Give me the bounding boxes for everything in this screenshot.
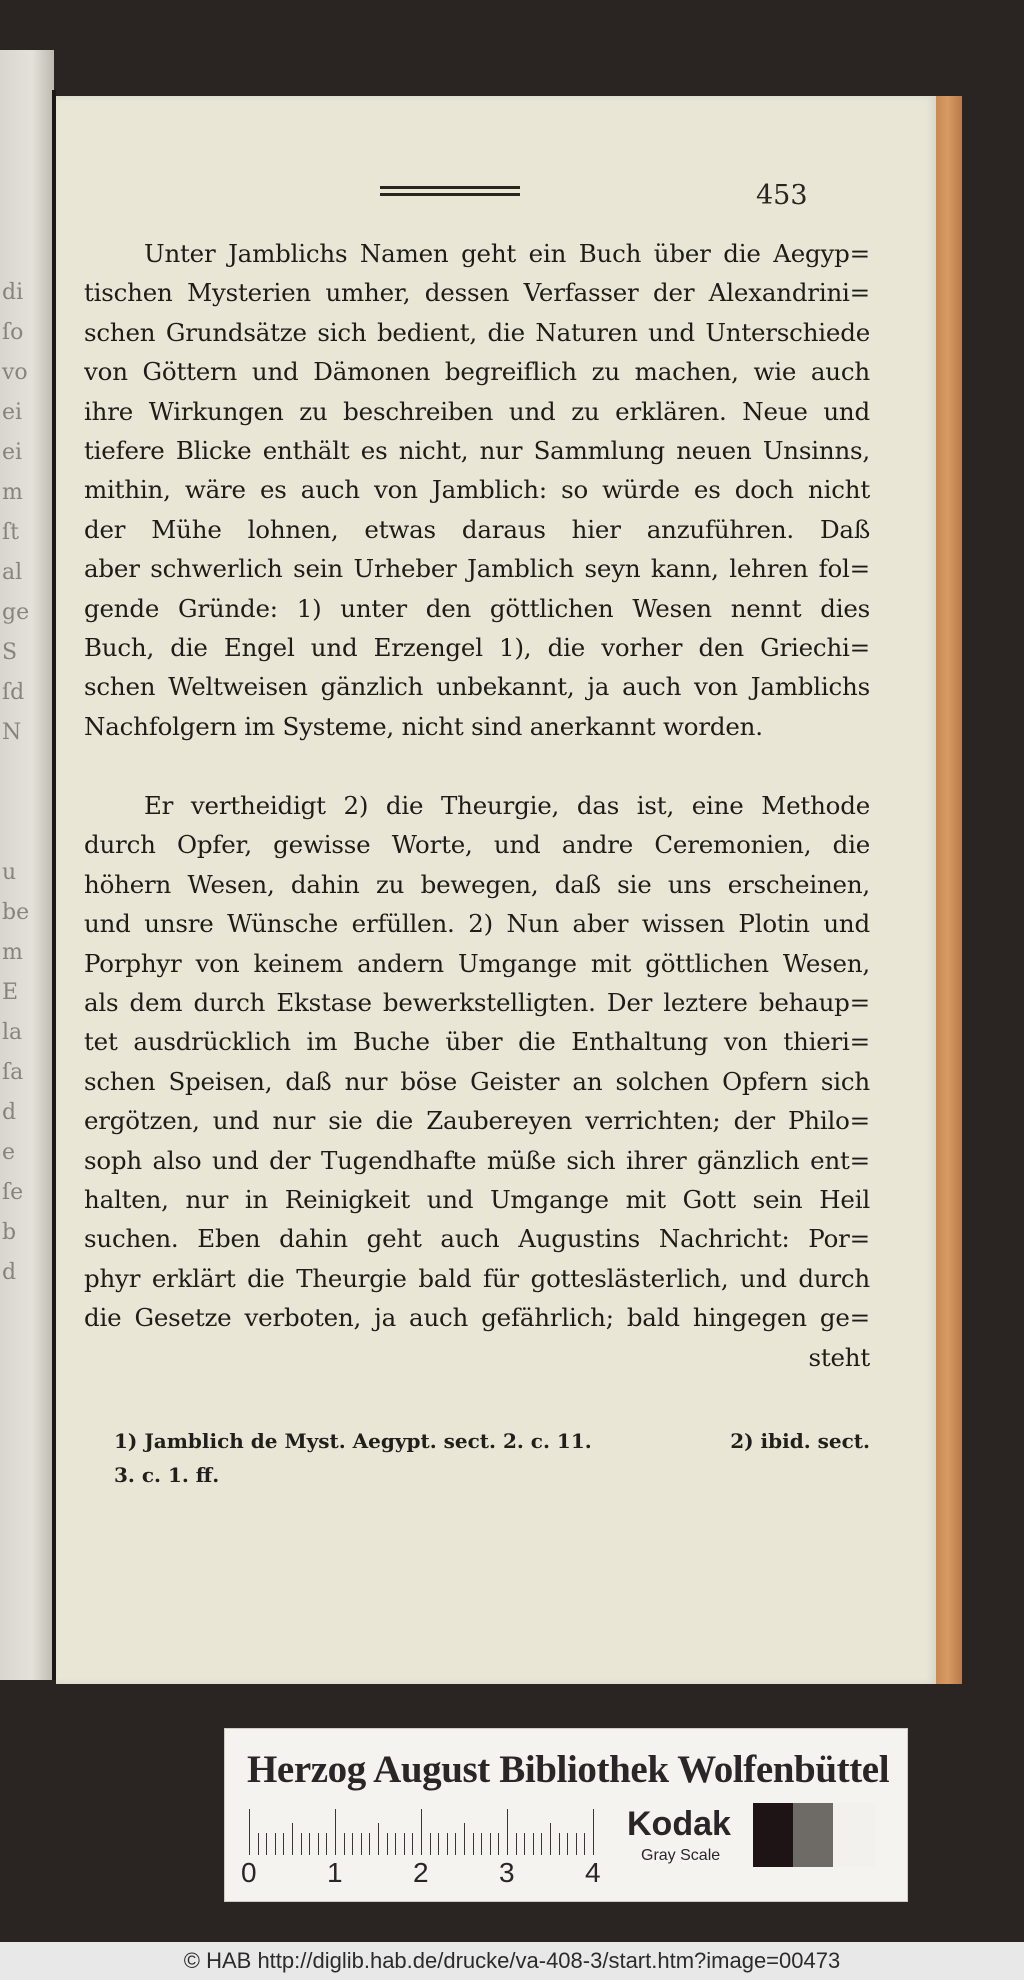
ruler-tick (567, 1833, 568, 1855)
adjacent-page-edge (0, 50, 54, 1680)
text-line: aber schwerlich sein Urheber Jamblich seyn kann, lehren fol= (84, 554, 870, 584)
adjacent-text-fragment: ſa (2, 1060, 24, 1085)
text-line: Unter Jamblichs Namen geht ein Buch über die Aegyp= (144, 239, 870, 268)
footnotes (114, 1424, 870, 1492)
library-name: Herzog August Bibliothek Wolfenbüttel (247, 1748, 890, 1791)
gray-scale-label: Gray Scale (641, 1847, 721, 1864)
ruler-tick (335, 1809, 336, 1855)
text-line: höhern Wesen, dahin zu bewegen, daß sie uns erscheinen, (84, 869, 870, 899)
text-line: schen Weltweisen gänzlich unbekannt, ja auch von Jamblichs (84, 672, 870, 702)
text-line: tet ausdrücklich im Buche über die Enthaltung von thieri= (84, 1027, 870, 1057)
adjacent-text-fragment: ſd (2, 680, 25, 705)
ruler-tick (421, 1809, 422, 1855)
text-line: und unsre Wünsche erfüllen. 2) Nun aber wissen Plotin und (84, 909, 870, 939)
gray-swatch-dark (753, 1803, 793, 1867)
ruler-tick (550, 1823, 551, 1855)
ruler-tick (275, 1833, 276, 1855)
adjacent-text-fragment: vo (2, 360, 28, 385)
ruler-tick (283, 1833, 284, 1855)
ruler-tick (516, 1833, 517, 1855)
text-line: die Gesetze verboten, ja auch gefährlich; bald hingegen ge= (84, 1303, 870, 1333)
adjacent-text-fragment: e (2, 1140, 16, 1165)
ruler-tick (430, 1833, 431, 1855)
ruler-tick (326, 1833, 327, 1855)
header-ornament-rule (380, 186, 520, 196)
adjacent-text-fragment: ſt (2, 520, 19, 545)
gray-swatch-light (833, 1803, 875, 1867)
footnote-1: 1) Jamblich de Myst. Aegypt. sect. 2. c. 11. (114, 1429, 592, 1453)
adjacent-text-fragment: ſo (2, 320, 24, 345)
text-line: ergötzen, und nur sie die Zaubereyen verrichten; der Philo= (84, 1106, 870, 1136)
footnote-2-start: 2) ibid. sect. (730, 1429, 870, 1453)
ruler-tick (378, 1823, 379, 1855)
ruler-tick (524, 1833, 525, 1855)
ruler-number: 0 (241, 1857, 257, 1888)
text-line: von Göttern und Dämonen begreiflich zu machen, wie auch (84, 357, 870, 387)
kodak-logo: Kodak (627, 1805, 731, 1843)
ruler-tick (395, 1833, 396, 1855)
adjacent-text-fragment: E (2, 980, 19, 1005)
ruler-number: 2 (413, 1857, 429, 1888)
ruler-tick (576, 1833, 577, 1855)
ruler-tick (292, 1823, 293, 1855)
text-line: der Mühe lohnen, etwas daraus hier anzuführen. Daß (84, 514, 870, 544)
ruler-tick (369, 1833, 370, 1855)
text-line: schen Speisen, daß nur böse Geister an solchen Opfern sich (84, 1066, 870, 1096)
adjacent-text-fragment: m (2, 480, 23, 505)
paragraph-gap (84, 746, 870, 786)
ruler-tick (344, 1833, 345, 1855)
ruler-number: 3 (499, 1857, 515, 1888)
text-line: gende Gründe: 1) unter den göttlichen Wesen nennt dies (84, 593, 870, 623)
ruler-tick (559, 1833, 560, 1855)
adjacent-text-fragment: be (2, 900, 30, 925)
ruler-tick (464, 1823, 465, 1855)
adjacent-text-fragment: b (2, 1220, 17, 1245)
adjacent-text-fragment: ge (2, 600, 30, 625)
ruler-tick (541, 1833, 542, 1855)
ruler-tick (507, 1809, 508, 1855)
ruler-tick (455, 1833, 456, 1855)
text-line: Porphyr von keinem andern Umgange mit göttlichen Wesen, (84, 948, 870, 978)
body-text (84, 234, 870, 1377)
ruler-tick (498, 1833, 499, 1855)
adjacent-text-fragment: al (2, 560, 23, 585)
footnote-2-continued: 3. c. 1. ff. (114, 1463, 220, 1487)
text-line: tischen Mysterien umher, dessen Verfasser der Alexandrini= (84, 278, 870, 308)
ruler-tick (318, 1833, 319, 1855)
text-line: halten, nur in Reinigkeit und Umgange mit Gott sein Heil (84, 1184, 870, 1214)
text-line: schen Grundsätze sich bedient, die Naturen und Unterschiede (84, 317, 870, 347)
ruler-tick (447, 1833, 448, 1855)
text-line: soph also und der Tugendhafte müße sich ihrer gänzlich ent= (84, 1145, 870, 1175)
text-line: ihre Wirkungen zu beschreiben und zu erklären. Neue und (84, 396, 870, 426)
text-line: Nachfolgern im Systeme, nicht sind anerkannt worden. (84, 711, 763, 741)
adjacent-text-fragment: d (2, 1260, 17, 1285)
ruler-tick (533, 1833, 534, 1855)
page-number: 453 (756, 180, 808, 211)
color-reference-card (224, 1728, 908, 1902)
ruler-tick (593, 1809, 594, 1855)
text-line: Er vertheidigt 2) die Theurgie, das ist, eine Methode (144, 791, 870, 821)
text-line: suchen. Eben dahin geht auch Augustins Nachricht: Por= (84, 1224, 870, 1254)
ruler-tick (473, 1833, 474, 1855)
ruler-tick (438, 1833, 439, 1855)
ruler-tick (352, 1833, 353, 1855)
ruler-tick (481, 1833, 482, 1855)
ruler-tick (404, 1833, 405, 1855)
adjacent-text-fragment: m (2, 940, 23, 965)
ruler-number: 1 (327, 1857, 343, 1888)
ruler-tick (301, 1833, 302, 1855)
adjacent-text-fragment: u (2, 860, 17, 885)
adjacent-text-fragment: ſe (2, 1180, 24, 1205)
text-line: tiefere Blicke enthält es nicht, nur Sammlung neuen Unsinns, (84, 435, 870, 465)
adjacent-text-fragment: ei (2, 440, 23, 465)
footnote-line (114, 1424, 870, 1458)
ruler-tick (584, 1833, 585, 1855)
copyright-bar (0, 1942, 1024, 1980)
ruler-tick (309, 1833, 310, 1855)
adjacent-text-fragment: di (2, 280, 24, 305)
catchword: steht (808, 1342, 870, 1372)
page-fore-edge (936, 96, 962, 1684)
ruler-tick (387, 1833, 388, 1855)
ruler-tick (361, 1833, 362, 1855)
text-line: phyr erklärt die Theurgie bald für gotteslästerlich, und durch (84, 1263, 870, 1293)
ruler-tick (258, 1833, 259, 1855)
paragraph-1 (84, 234, 870, 746)
adjacent-text-fragment: N (2, 720, 22, 745)
adjacent-text-fragment: la (2, 1020, 23, 1045)
book-page (56, 96, 936, 1684)
text-line: mithin, wäre es auch von Jamblich: so würde es doch nicht (84, 475, 870, 505)
paragraph-2 (84, 786, 870, 1377)
adjacent-text-fragment: S (2, 640, 18, 665)
ruler-tick (412, 1833, 413, 1855)
ruler-number: 4 (585, 1857, 601, 1888)
adjacent-text-fragment: d (2, 1100, 17, 1125)
text-line: Buch, die Engel und Erzengel 1), die vorher den Griechi= (84, 632, 870, 662)
copyright-text: © HAB http://diglib.hab.de/drucke/va-408-3/start.htm?image=00473 (183, 1948, 841, 1973)
text-line: als dem durch Ekstase bewerkstelligten. Der leztere behaup= (84, 988, 870, 1018)
ruler-tick (266, 1833, 267, 1855)
adjacent-text-fragment: ei (2, 400, 23, 425)
ruler-tick (249, 1809, 250, 1855)
ruler-tick (490, 1833, 491, 1855)
gray-swatch-mid (793, 1803, 833, 1867)
scale-ruler (249, 1809, 599, 1855)
text-line: durch Opfer, gewisse Worte, und andre Ceremonien, die (84, 830, 870, 860)
